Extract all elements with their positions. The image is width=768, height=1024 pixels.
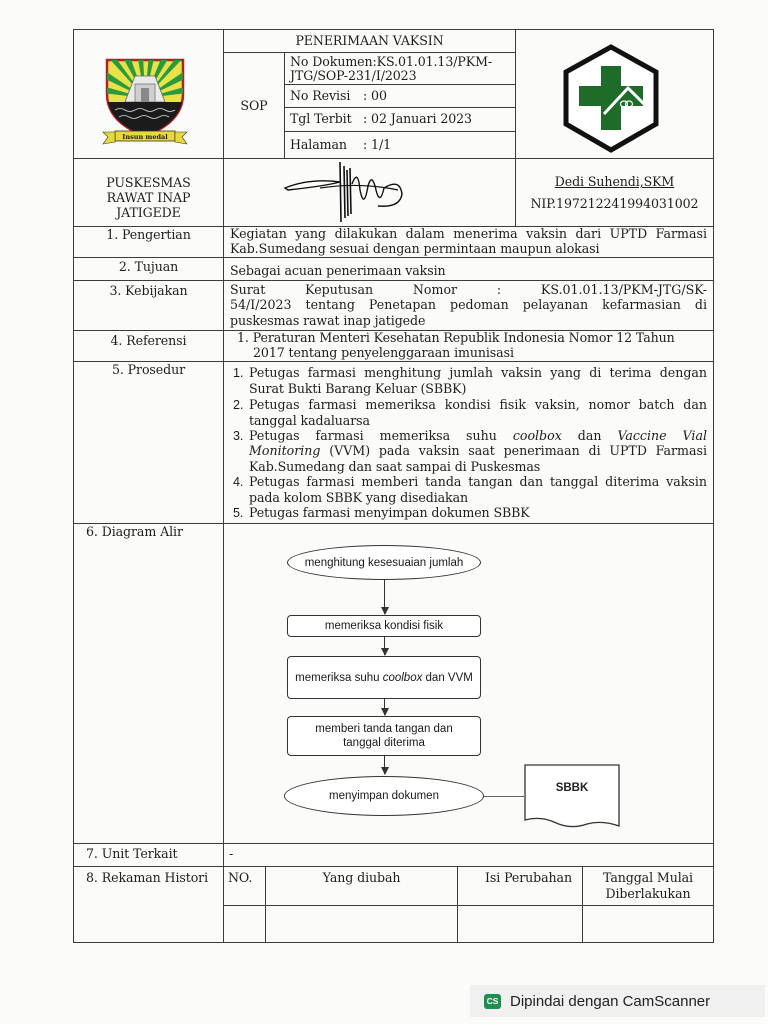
signatory-nip: NIP.197212241994031002	[530, 196, 699, 211]
section-label: 2. Tujuan	[118, 259, 179, 274]
section-text: Sebagai acuan penerimaan vaksin	[230, 263, 446, 278]
no-revisi-value: : 00	[363, 88, 387, 103]
step-number: 5.	[233, 506, 244, 520]
watermark-text: Dipindai dengan CamScanner	[510, 992, 711, 1010]
step-number: 1.	[233, 366, 244, 380]
history-col-tanggal-line2: Diberlakukan	[605, 886, 691, 901]
step-number: 4.	[233, 475, 244, 489]
section-label: 7. Unit Terkait	[86, 846, 178, 861]
section-text-line: 54/I/2023 tentang Penetapan pedoman pelayanan kefarmasian di	[230, 297, 707, 312]
section-text-line: puskesmas rawat inap jatigede	[230, 313, 426, 328]
section-text-line: Kab.Sumedang sesuai dengan permintaan maupun alokasi	[230, 241, 600, 256]
flow-node-store: menyimpan dokumen	[284, 776, 484, 816]
step-line: Petugas farmasi menghitung jumlah vaksin yang di terima dengan	[249, 365, 707, 380]
halaman-label: Halaman	[290, 137, 347, 152]
step-line: Monitoring (VVM) pada vaksin saat penerimaan di UPTD Farmasi	[249, 443, 707, 458]
section-label: 3. Kebijakan	[109, 283, 188, 298]
section-label: 4. Referensi	[110, 333, 187, 348]
flow-arrow	[384, 580, 385, 614]
flow-connector	[484, 796, 524, 797]
step-number: 3.	[233, 429, 244, 443]
step-line: Surat Bukti Barang Keluar (SBBK)	[249, 381, 467, 396]
logo-motto: Insun medal	[122, 133, 168, 141]
document-title: PENERIMAAN VAKSIN	[295, 33, 444, 48]
no-dokumen-line2: JTG/SOP-231/I/2023	[290, 68, 417, 83]
flow-node-count: menghitung kesesuaian jumlah	[287, 545, 481, 580]
section-text-line: Kegiatan yang dilakukan dalam menerima vaksin dari UPTD Farmasi	[230, 226, 707, 241]
no-revisi-label: No Revisi	[290, 88, 351, 103]
document-label: SBBK	[555, 782, 589, 794]
flow-node-temperature-check: memeriksa suhu coolbox dan VVM	[287, 656, 481, 699]
flow-node-physical-check: memeriksa kondisi fisik	[287, 615, 481, 637]
puskesmas-logo-icon	[562, 44, 660, 154]
section-label: 6. Diagram Alir	[86, 524, 183, 539]
step-line: Petugas farmasi memberi tanda tangan dan tanggal diterima vaksin	[249, 474, 707, 489]
flow-document-sbbk	[522, 762, 622, 832]
section-label: 5. Prosedur	[111, 362, 186, 377]
camscanner-logo-icon: CS	[484, 994, 501, 1009]
flow-arrow	[384, 699, 385, 715]
history-col-tanggal-line1: Tanggal Mulai	[603, 870, 693, 885]
institution-line2: RAWAT INAP	[106, 190, 191, 205]
doc-type-label: SOP	[240, 98, 268, 113]
step-line: pada kolom SBBK yang disediakan	[249, 490, 469, 505]
step-line: tanggal kadaluarsa	[249, 413, 370, 428]
section-label: 8. Rekaman Histori	[86, 870, 209, 885]
section-text-line: 2017 tentang penyelenggaraan imunisasi	[253, 345, 514, 360]
step-line: Petugas farmasi menyimpan dokumen SBBK	[249, 505, 530, 520]
history-col-no: NO.	[228, 870, 253, 885]
section-value: -	[229, 846, 234, 861]
section-text-line: Surat Keputusan Nomor : KS.01.01.13/PKM-JTG/SK-	[230, 282, 707, 297]
camscanner-watermark	[470, 985, 765, 1017]
step-line: Kab.Sumedang dan saat sampai di Puskesmas	[249, 459, 541, 474]
history-col-yang-diubah: Yang diubah	[322, 870, 401, 885]
step-line: Petugas farmasi memeriksa kondisi fisik vaksin, nomor batch dan	[249, 397, 707, 412]
section-text-line: 1. Peraturan Menteri Kesehatan Republik Indonesia Nomor 12 Tahun	[237, 330, 675, 345]
halaman-value: : 1/1	[363, 137, 392, 152]
section-label: 1. Pengertian	[106, 227, 191, 242]
tgl-terbit-label: Tgl Terbit	[290, 111, 352, 126]
flow-arrow	[384, 756, 385, 774]
step-number: 2.	[233, 398, 244, 412]
flow-arrow	[384, 637, 385, 655]
tgl-terbit-value: : 02 Januari 2023	[363, 111, 472, 126]
flow-node-sign: memberi tanda tangan dan tanggal diterima	[287, 716, 481, 756]
signature-icon	[280, 160, 420, 226]
history-col-isi-perubahan: Isi Perubahan	[485, 870, 572, 885]
institution-line1: PUSKESMAS	[106, 175, 191, 190]
institution-line3: JATIGEDE	[116, 205, 181, 220]
signatory-name: Dedi Suhendi,SKM	[554, 174, 675, 189]
kabupaten-sumedang-crest-icon	[95, 54, 195, 146]
no-dokumen-line1: No Dokumen:KS.01.01.13/PKM-	[290, 54, 493, 69]
step-line: Petugas farmasi memeriksa suhu coolbox dan Vaccine Vial	[249, 428, 707, 443]
